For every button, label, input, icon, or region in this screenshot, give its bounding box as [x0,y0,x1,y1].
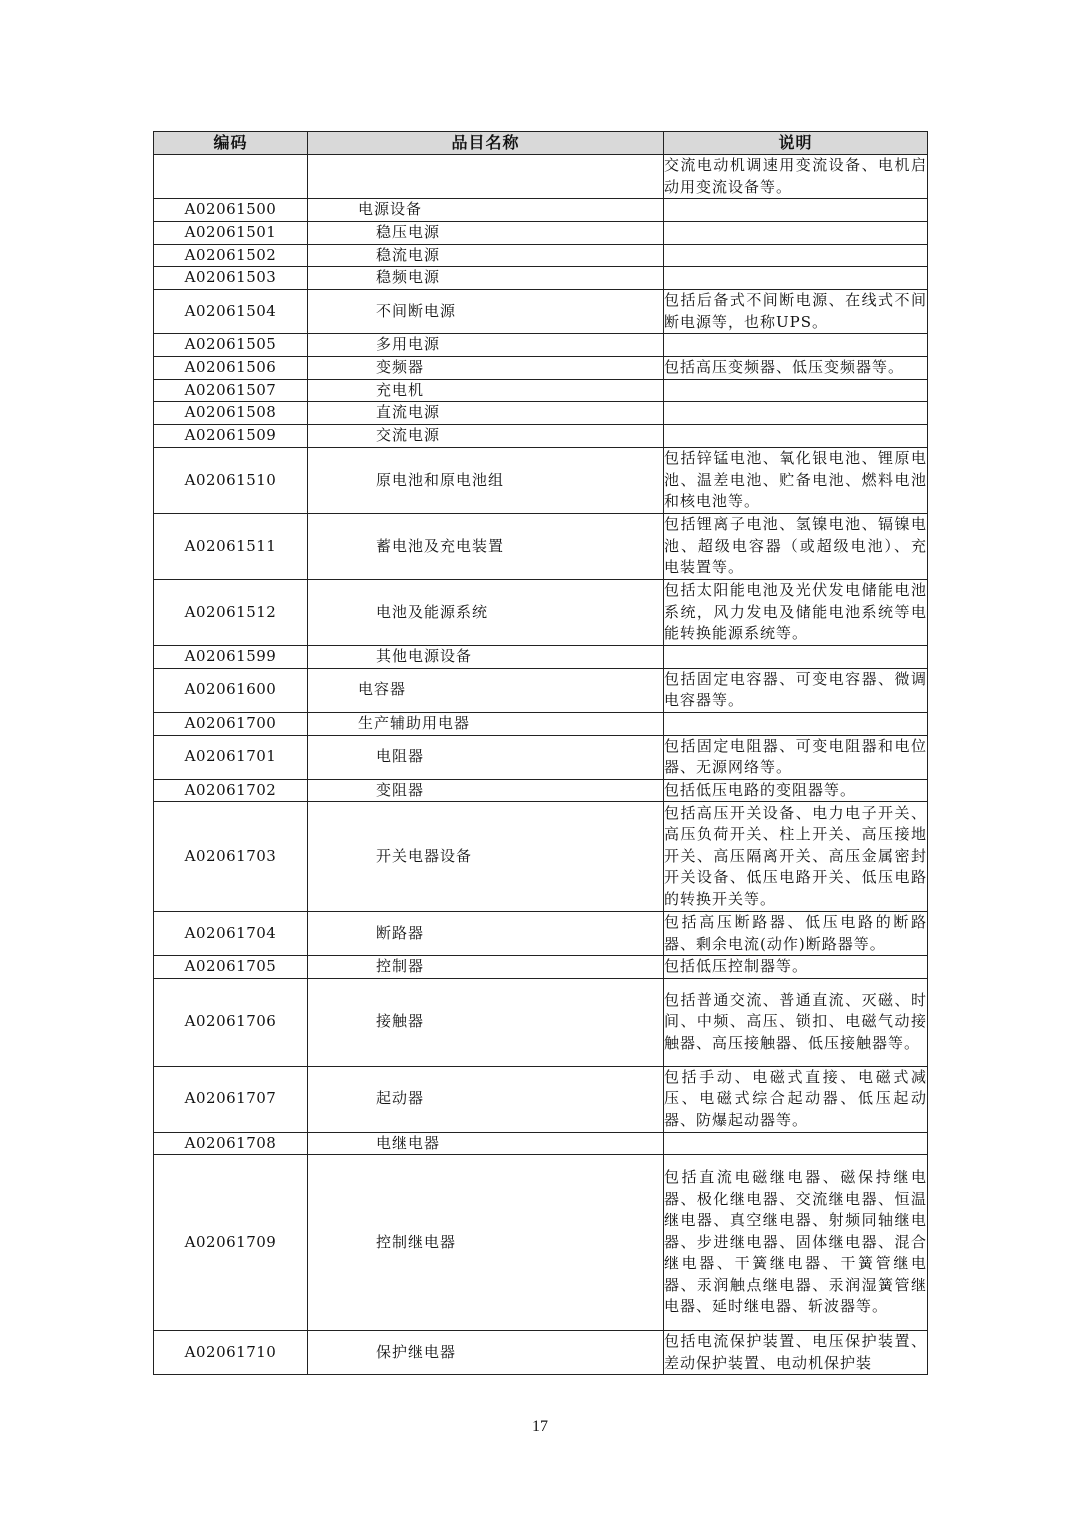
table-row [154,735,928,779]
row-name: 起动器 [308,1066,664,1132]
table-row [154,912,928,956]
table-row [154,448,928,514]
row-description [664,222,928,245]
header-name: 品目名称 [308,132,664,155]
row-description: 包括固定电容器、可变电容器、微调电容器等。 [664,668,928,712]
row-description: 包括低压电路的变阻器等。 [664,779,928,802]
row-code: A02061708 [154,1132,308,1155]
row-description [664,334,928,357]
row-code: A02061705 [154,956,308,979]
table-row [154,334,928,357]
row-description [664,402,928,425]
table-row [154,514,928,580]
row-description: 包括低压控制器等。 [664,956,928,979]
row-code: A02061506 [154,356,308,379]
row-code: A02061706 [154,978,308,1066]
row-name: 控制继电器 [308,1155,664,1331]
row-name: 电容器 [308,668,664,712]
table-row [154,290,928,334]
row-description [664,425,928,448]
table-row [154,1155,928,1331]
row-code: A02061709 [154,1155,308,1331]
header-description: 说明 [664,132,928,155]
table-row [154,668,928,712]
row-code: A02061701 [154,735,308,779]
row-name: 电阻器 [308,735,664,779]
row-description: 交流电动机调速用变流设备、电机启动用变流设备等。 [664,155,928,199]
table-row [154,1331,928,1375]
row-name: 断路器 [308,912,664,956]
row-name [308,155,664,199]
table-row [154,222,928,245]
row-description: 包括锂离子电池、氢镍电池、镉镍电池、超级电容器（或超级电池）、充电装置等。 [664,514,928,580]
row-code: A02061707 [154,1066,308,1132]
row-description: 包括手动、电磁式直接、电磁式减压、电磁式综合起动器、低压起动器、防爆起动器等。 [664,1066,928,1132]
row-description: 包括高压变频器、低压变频器等。 [664,356,928,379]
page-number: 17 [532,1418,548,1435]
row-name: 蓄电池及充电装置 [308,514,664,580]
row-code: A02061599 [154,646,308,669]
row-code: A02061505 [154,334,308,357]
row-code: A02061511 [154,514,308,580]
table-row [154,402,928,425]
row-name: 电源设备 [308,199,664,222]
table-row [154,1066,928,1132]
row-name: 接触器 [308,978,664,1066]
header-code: 编码 [154,132,308,155]
row-code: A02061509 [154,425,308,448]
row-code: A02061508 [154,402,308,425]
table-row [154,244,928,267]
row-name: 不间断电源 [308,290,664,334]
row-name: 充电机 [308,379,664,402]
row-name: 稳频电源 [308,267,664,290]
row-name: 原电池和原电池组 [308,448,664,514]
table-row [154,425,928,448]
table-row [154,646,928,669]
row-description: 包括高压断路器、低压电路的断路器、剩余电流(动作)断路器等。 [664,912,928,956]
row-code: A02061504 [154,290,308,334]
row-description: 包括后备式不间断电源、在线式不间断电源等，也称UPS。 [664,290,928,334]
row-description: 包括普通交流、普通直流、灭磁、时间、中频、高压、锁扣、电磁气动接触器、高压接触器、低压接触器等。 [664,978,928,1066]
row-name: 电继电器 [308,1132,664,1155]
row-name: 生产辅助用电器 [308,712,664,735]
row-code: A02061507 [154,379,308,402]
row-description [664,646,928,669]
row-description: 包括电流保护装置、电压保护装置、差动保护装置、电动机保护装 [664,1331,928,1375]
row-code: A02061512 [154,580,308,646]
row-code: A02061700 [154,712,308,735]
row-description [664,712,928,735]
row-name: 变频器 [308,356,664,379]
row-code: A02061702 [154,779,308,802]
row-name: 多用电源 [308,334,664,357]
table-row [154,978,928,1066]
row-name: 变阻器 [308,779,664,802]
table-row [154,712,928,735]
table-row [154,155,928,199]
table-row [154,1132,928,1155]
row-code: A02061502 [154,244,308,267]
row-name: 控制器 [308,956,664,979]
row-description: 包括锌锰电池、氧化银电池、锂原电池、温差电池、贮备电池、燃料电池和核电池等。 [664,448,928,514]
row-description: 包括高压开关设备、电力电子开关、高压负荷开关、柱上开关、高压接地开关、高压隔离开关、高压金属密封开关设备、低压电路开关、低压电路的转换开关等。 [664,802,928,912]
row-code: A02061600 [154,668,308,712]
row-name: 其他电源设备 [308,646,664,669]
row-code [154,155,308,199]
table-row [154,379,928,402]
table-row [154,356,928,379]
row-code: A02061703 [154,802,308,912]
row-name: 交流电源 [308,425,664,448]
row-name: 开关电器设备 [308,802,664,912]
row-code: A02061710 [154,1331,308,1375]
row-name: 稳压电源 [308,222,664,245]
row-description: 包括直流电磁继电器、磁保持继电器、极化继电器、交流继电器、恒温继电器、真空继电器、射频同轴继电器、步进继电器、固体继电器、混合继电器、干簧继电器、干簧管继电器、汞润触点继电器、汞润湿簧管继电器、延时继电器、斩波器等。 [664,1155,928,1331]
row-description [664,267,928,290]
row-description [664,1132,928,1155]
row-code: A02061704 [154,912,308,956]
row-code: A02061501 [154,222,308,245]
row-description: 包括固定电阻器、可变电阻器和电位器、无源网络等。 [664,735,928,779]
row-code: A02061510 [154,448,308,514]
table-row [154,267,928,290]
row-code: A02061500 [154,199,308,222]
row-description: 包括太阳能电池及光伏发电储能电池系统，风力发电及储能电池系统等电能转换能源系统等。 [664,580,928,646]
table-header-row [154,132,928,155]
table-row [154,779,928,802]
row-description [664,379,928,402]
row-name: 电池及能源系统 [308,580,664,646]
row-name: 稳流电源 [308,244,664,267]
table-row [154,580,928,646]
catalog-table [153,131,928,1375]
row-name: 保护继电器 [308,1331,664,1375]
table-row [154,199,928,222]
table-row [154,956,928,979]
row-description [664,199,928,222]
row-code: A02061503 [154,267,308,290]
row-description [664,244,928,267]
row-name: 直流电源 [308,402,664,425]
table-row [154,802,928,912]
